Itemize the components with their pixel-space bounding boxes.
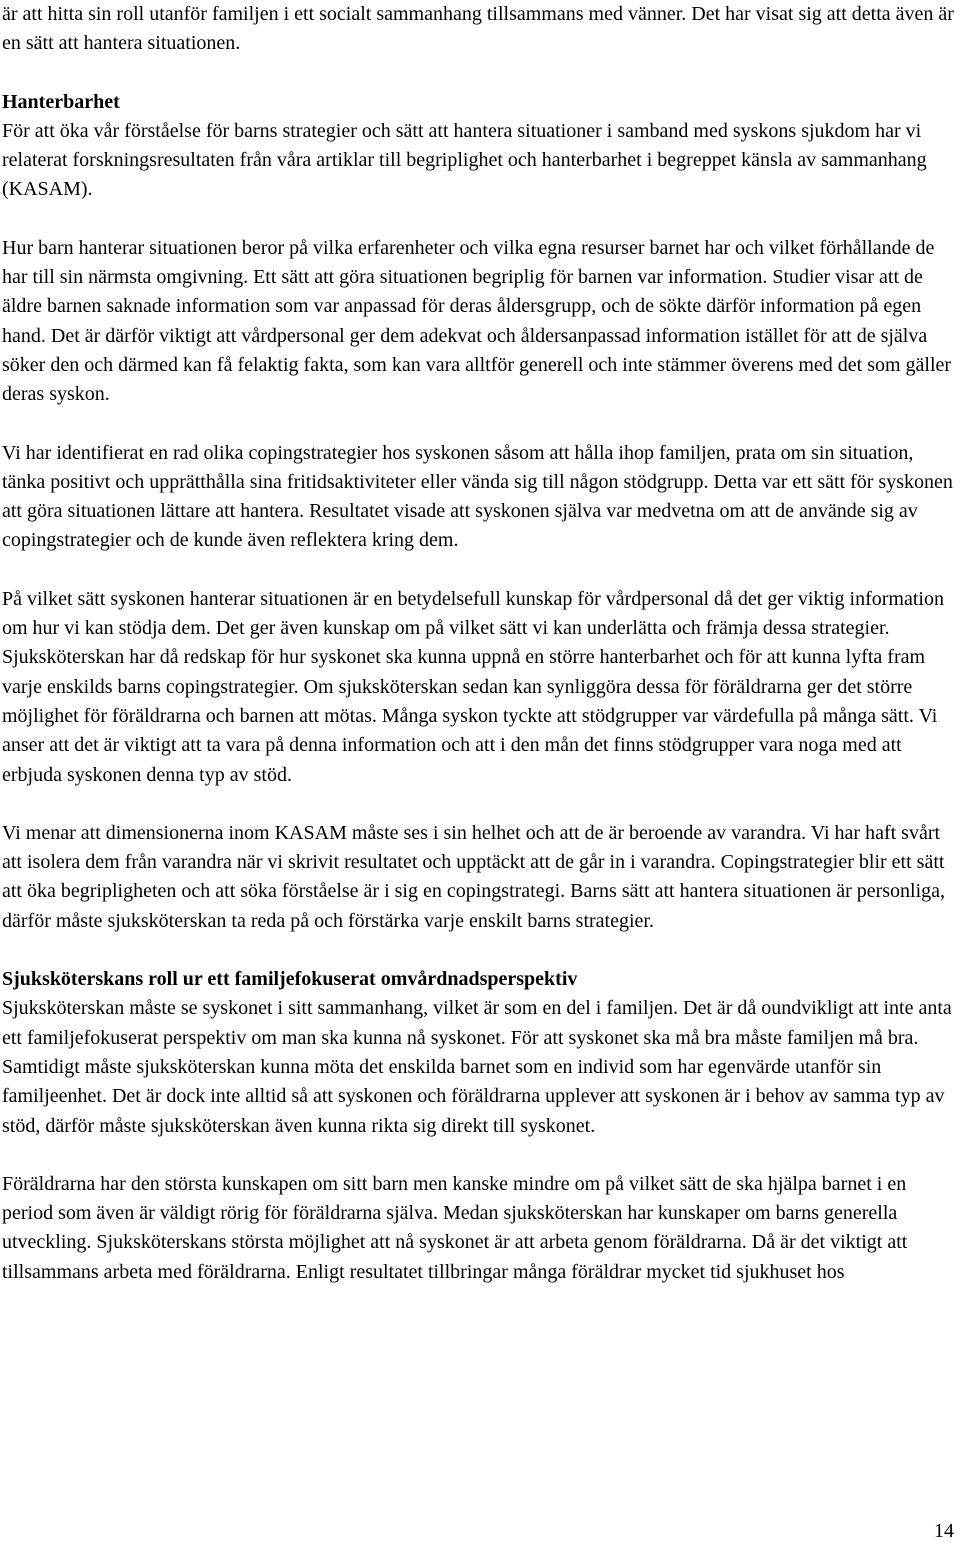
section-heading-sjukskoterskans-roll: Sjuksköterskans roll ur ett familjefokuserat omvårdnadsperspektiv (2, 968, 578, 991)
paragraph-copingstrategier: Vi har identifierat en rad olika copingstrategier hos syskonen såsom att hålla ihop familjen, prata om sin situation, tänka positivt och upprätthålla sina fritidsaktiviteter eller vända sig till någon stödgrupp. Detta var ett sätt för syskonen att göra situationen lättare att hantera. Resultatet visade att syskonen själva var medvetna om att de använde sig av copingstrategier och de kunde även reflektera kring dem. (2, 441, 953, 552)
paragraph-kasam: För att öka vår förståelse för barns strategier och sätt att hantera situationer i samband med syskons sjukdom har vi relaterat forskningsresultaten från våra artiklar till begriplighet och hanterbarhet i begreppet känsla av sammanhang (KASAM). (2, 119, 927, 201)
body-text (2, 0, 958, 1287)
paragraph-intro: är att hitta sin roll utanför familjen i ett socialt sammanhang tillsammans med vänner. Det har visat sig att detta även är en sätt att hantera situationen. (2, 3, 954, 55)
section-heading-hanterbarhet: Hanterbarhet (2, 90, 120, 113)
page-number: 14 (934, 1520, 954, 1542)
paragraph-foraldrar: Föräldrarna har den största kunskapen om sitt barn men kanske mindre om på vilket sätt de ska hjälpa barnet i en period som även är väldigt rörig för föräldrarna själva. Medan sjuksköterskan har kunskaper om barns generella utveckling. Sjuksköterskans största möjlighet att nå syskonet är att arbeta genom föräldrarna. Då är det viktigt att tillsammans arbeta med föräldrarna. Enligt resultatet tillbringar många föräldrar mycket tid sjukhuset hos (2, 1172, 908, 1283)
paragraph-familjefokus: Sjuksköterskan måste se syskonet i sitt sammanhang, vilket är som en del i familjen. Det är då oundvikligt att inte anta ett familjefokuserat perspektiv om man ska kunna nå syskonet. För att syskonet ska må bra måste familjen må bra. Samtidigt måste sjuksköterskan kunna möta det enskilda barnet som en individ som har egenvärde utanför sin familjeenhet. Det är dock inte alltid så att syskonen och föräldrarna upplever att syskonen är i behov av samma typ av stöd, därför måste sjuksköterskan även kunna rikta sig direkt till syskonet. (2, 997, 952, 1137)
paragraph-vardpersonal: På vilket sätt syskonen hanterar situationen är en betydelsefull kunskap för vårdpersonal då det ger viktig information om hur vi kan stödja dem. Det ger även kunskap om på vilket sätt vi kan underlätta och främja dessa strategier. Sjuksköterskan har då redskap för hur syskonet ska kunna uppnå en större hanterbarhet och för att kunna lyfta fram varje enskilds barns copingstrategier. Om sjuksköterskan sedan kan synliggöra dessa för föräldrarna ger det större möjlighet för föräldrarna och barnen att mötas. Många syskon tyckte att stödgrupper var värdefulla på många sätt. Vi anser att det är viktigt att ta vara på denna information och att i den mån det finns stödgrupper vara noga med att erbjuda syskonen denna typ av stöd. (2, 587, 944, 786)
paragraph-dimensioner: Vi menar att dimensionerna inom KASAM måste ses i sin helhet och att de är beroende av varandra. Vi har haft svårt att isolera dem från varandra när vi skrivit resultatet och upptäckt att de går in i varandra. Copingstrategier blir ett sätt att öka begripligheten och att söka förståelse är i sig en copingstrategi. Barns sätt att hantera situationen är personliga, därför måste sjuksköterskan ta reda på och förstärka varje enskilt barns strategier. (2, 821, 946, 932)
paragraph-information: Hur barn hanterar situationen beror på vilka erfarenheter och vilka egna resurser barnet har och vilket förhållande de har till sin närmsta omgivning. Ett sätt att göra situationen begriplig för barnen var information. Studier visar att de äldre barnen saknade information som var anpassad för deras åldersgrupp, och de sökte därför information på egen hand. Det är därför viktigt att vårdpersonal ger dem adekvat och åldersanpassad information istället för att de själva söker den och därmed kan få felaktig fakta, som kan vara alltför generell och inte stämmer överens med det som gäller deras syskon. (2, 236, 952, 406)
